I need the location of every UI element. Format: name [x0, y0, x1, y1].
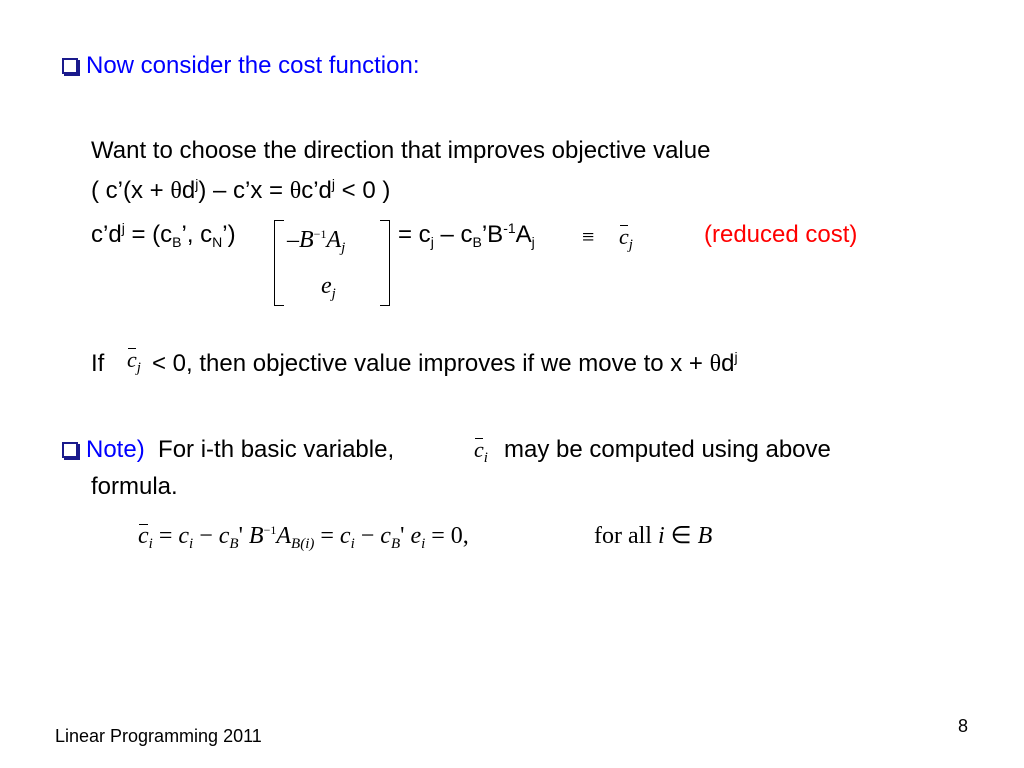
line2-cd: c’d: [301, 177, 332, 204]
sub-i: i: [148, 536, 153, 552]
rhs-eq-c: = c: [398, 221, 431, 248]
minus: −: [354, 523, 381, 549]
sub-j: j: [430, 234, 434, 250]
minus-sign: –: [287, 227, 299, 253]
matrix-B: B: [299, 227, 314, 253]
equivalence-symbol: ≡: [582, 224, 595, 249]
matrix-right-bracket: [380, 220, 390, 306]
comma-cN: ’, c: [181, 221, 213, 248]
close-paren: ’): [222, 221, 236, 248]
c: c: [178, 523, 190, 549]
prime: ': [400, 523, 411, 549]
heading-text: Now consider the cost function:: [86, 52, 420, 79]
sub-i: i: [350, 536, 355, 552]
reduced-cost-label: (reduced cost): [704, 221, 858, 248]
sub-i: i: [483, 450, 488, 466]
sub-B: B: [229, 536, 239, 552]
checkbox-bullet-icon: [62, 442, 78, 458]
c-bar: c: [127, 347, 137, 372]
body-line-2: [91, 177, 390, 207]
note-text-3: formula.: [91, 473, 178, 500]
sub-B: B: [390, 536, 401, 552]
sup-minus-one: −1: [263, 523, 277, 537]
line4-d: d: [721, 350, 735, 377]
body-line-4-rest: [152, 350, 738, 380]
c-bar: c: [474, 437, 484, 462]
note-label: Note): [86, 436, 145, 463]
B: B: [697, 523, 713, 549]
line2-open: ( c’(x +: [91, 177, 171, 204]
line2-end: < 0 ): [335, 177, 391, 204]
line4-text: < 0, then objective value improves if we move to x +: [152, 350, 710, 377]
equals: =: [152, 523, 179, 549]
line2-d: d: [181, 177, 196, 204]
c: c: [218, 523, 230, 549]
sup-j: j: [331, 176, 335, 192]
matrix-top-entry: [287, 226, 345, 257]
theta-symbol: θ: [709, 351, 722, 377]
sub-B-of-i: B(i): [291, 536, 315, 552]
display-formula: [138, 522, 469, 553]
rhs-A: A: [515, 221, 532, 248]
sub-j: j: [341, 240, 346, 256]
line4-cbar: [127, 346, 141, 377]
sup-j: j: [195, 176, 199, 192]
sup-j: j: [121, 220, 125, 236]
sup-minus-one: −1: [313, 227, 327, 241]
c: c: [380, 523, 391, 549]
sub-i: i: [189, 536, 194, 552]
c-bar: c: [619, 224, 629, 249]
note-text-2: may be computed using above: [504, 436, 831, 463]
matrix-left-bracket: [274, 220, 284, 306]
body-line-3-lhs: [91, 221, 236, 251]
i: i: [657, 523, 665, 549]
bullet-heading-1: [62, 52, 420, 80]
body-line-4-if: If: [91, 350, 105, 377]
page-number: 8: [958, 716, 969, 736]
for-all-text: for all: [594, 523, 652, 549]
sub-N: N: [212, 234, 223, 250]
rhs-minus-c: – c: [433, 221, 473, 248]
formula-for-all: [594, 522, 712, 550]
body-line-3-rhs: [398, 221, 535, 251]
lhs-cd: c’d: [91, 221, 122, 248]
sup-minus-one: -1: [503, 220, 516, 236]
rhs-B: ’B: [481, 221, 504, 248]
sub-j: j: [136, 360, 141, 376]
sub-j: j: [531, 234, 535, 250]
c-bar: c: [138, 523, 149, 549]
equals: =: [314, 523, 340, 549]
A: A: [276, 523, 292, 549]
footer-course-title: Linear Programming 2011: [55, 726, 262, 746]
sub-j: j: [628, 237, 633, 253]
note-cbar: [474, 436, 488, 467]
sub-B: B: [172, 234, 182, 250]
e: e: [410, 523, 422, 549]
sub-B: B: [472, 234, 482, 250]
equals-zero: = 0,: [425, 523, 469, 549]
eq-cB: = (c: [124, 221, 173, 248]
B: B: [248, 523, 264, 549]
body-line-1: Want to choose the direction that improves objective value: [91, 137, 711, 164]
matrix-bottom-entry: [321, 272, 336, 303]
theta-symbol: θ: [289, 178, 302, 204]
matrix-A: A: [326, 227, 342, 253]
sup-j: j: [734, 349, 738, 365]
minus: −: [193, 523, 219, 549]
theta-symbol: θ: [170, 178, 182, 204]
sub-i: i: [421, 536, 426, 552]
sub-j: j: [331, 286, 336, 302]
line2-mid: ) – c’x =: [198, 177, 290, 204]
bullet-note: [62, 436, 394, 464]
element-of: ∈: [664, 523, 698, 549]
reduced-cost-cbar: [619, 223, 633, 254]
matrix-e: e: [321, 273, 332, 299]
prime: ': [238, 523, 249, 549]
checkbox-bullet-icon: [62, 58, 78, 74]
c: c: [339, 523, 351, 549]
note-text-1: For i-th basic variable,: [158, 436, 395, 463]
